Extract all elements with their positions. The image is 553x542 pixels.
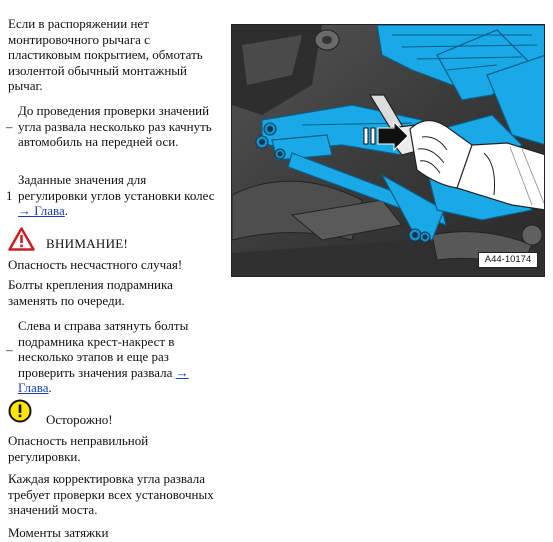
suspension-figure — [231, 24, 545, 277]
chapter-link[interactable]: → Глава — [18, 203, 65, 218]
figure-code: A44-10174 — [478, 252, 538, 268]
step-text-end: . — [64, 203, 69, 218]
step-rock-vehicle — [6, 103, 218, 165]
step-dash: – — [6, 342, 13, 357]
step-tighten-bolts — [6, 318, 218, 396]
step-text — [18, 318, 218, 396]
chapter-link[interactable]: → Глава — [18, 364, 189, 395]
intro-paragraph: Если в распоряжении нет монтировочного рычага с пластиковым покрытием, обмотать изолентой обычный монтажный рычаг. — [8, 16, 203, 93]
step-specified-values — [6, 172, 218, 220]
caution-circle-icon — [8, 399, 32, 423]
step-number: 1 — [6, 188, 13, 203]
step-text-body: Слева и справа затянуть болты подрамника крест-накрест в несколько этапов и еще раз проверить значения развала — [18, 318, 189, 380]
step-dash: – — [6, 119, 13, 134]
warning-line-accident: Опасность несчастного случая! — [8, 257, 183, 272]
step-text: До проведения проверки значений угла развала несколько раз качнуть автомобиль на передней оси. — [18, 103, 212, 149]
step-text-end: . — [48, 380, 52, 395]
caution-line-check: Каждая корректировка угла развала требует проверки всех установочных значений моста. — [8, 471, 214, 517]
step-text-body: Заданные значения для регулировки углов установки колес — [18, 172, 215, 203]
warning-line-bolts: Болты крепления подрамника заменять по очереди. — [8, 277, 173, 308]
suspension-illustration — [232, 25, 545, 277]
caution-title: Осторожно! — [46, 412, 113, 427]
step-text — [18, 172, 218, 219]
warning-triangle-icon — [8, 227, 35, 251]
torque-heading: Моменты затяжки — [8, 525, 109, 540]
caution-line-incorrect: Опасность неправильной регулировки. — [8, 433, 149, 464]
warning-title: ВНИМАНИЕ! — [46, 236, 129, 251]
